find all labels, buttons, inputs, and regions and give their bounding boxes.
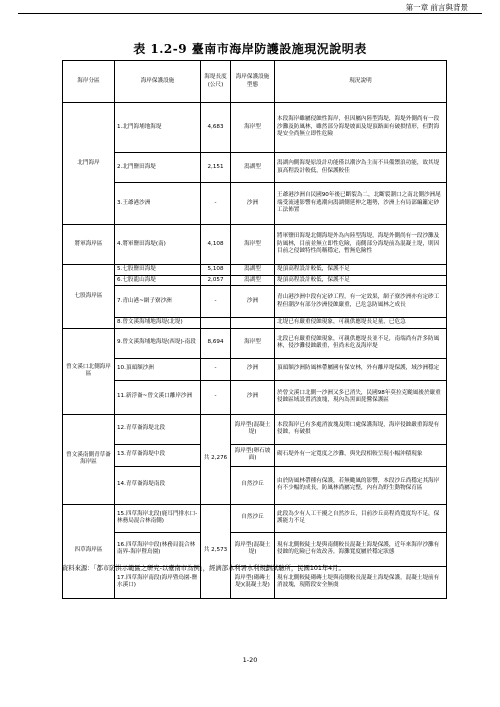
type-cell: 海岸型(卵石坡面) bbox=[231, 444, 275, 466]
desc-cell: 王爺港沙洲自民國90年後已斷裂為二，北斷裂潮口之南北側沙洲尾端受流速影響有逃潮向潟湖側延伸之趨勢，沙洲上有局部編籬定砂工法佈置 bbox=[275, 183, 447, 225]
table-row bbox=[63, 183, 447, 225]
type-cell: 潟湖型 bbox=[231, 265, 275, 276]
facility-cell: 7.青山港~網子寮沙洲 bbox=[115, 286, 201, 318]
table-title: 表 1.2-9 臺南市海岸防護設施現況說明表 bbox=[133, 42, 367, 56]
desc-cell: 潟湖內側海堤原設計功能僅以潮汐為主而不具備禦浪功能，故其堤頂高程設計較低，但保護較佳 bbox=[275, 153, 447, 183]
chapter-title: 第一章 前言與背景 bbox=[405, 3, 468, 12]
length-cell: - bbox=[201, 358, 231, 380]
facility-cell: 2.北門鹽田海堤 bbox=[115, 153, 201, 183]
facility-cell: 8.曾文溪海埔地海堤(北堤) bbox=[115, 318, 201, 329]
table-row bbox=[63, 504, 447, 532]
facility-cell: 11.新浮崙~曾文溪口離岸沙洲 bbox=[115, 380, 201, 414]
col-header-facility: 海岸保護設施 bbox=[115, 61, 201, 103]
facility-cell: 17.四草海岸南段(海岸暨鳥園-鹽水溪口) bbox=[115, 566, 201, 598]
facility-cell: 9.曾文溪海埔地海堤(西堤)-南段 bbox=[115, 328, 201, 358]
desc-cell: 北堤已有嚴重侵蝕現象，可親供應堤長足量，已危急 bbox=[275, 318, 447, 329]
desc-cell: 現有北側較陡砌磚土堤與南側較長混凝土海堤保護，混凝土堤前有消波塊，現階段安全無虞 bbox=[275, 566, 447, 598]
type-cell: 沙洲 bbox=[231, 183, 275, 225]
desc-cell: 堤頂高程設計較低，保護不足 bbox=[275, 275, 447, 286]
page-number: 1-20 bbox=[242, 656, 258, 664]
type-cell: 沙洲 bbox=[231, 380, 275, 414]
desc-cell: 青山港沙洲中段有定砂工程，有一定效果，網子寮沙洲亦有定砂工程但潮汐有部分沙洲侵蝕嚴重，已危急防風林之成長 bbox=[275, 286, 447, 318]
col-header-zone: 海岸分區 bbox=[63, 61, 115, 103]
length-cell: - bbox=[201, 183, 231, 225]
zone-cell: 將軍海岸區 bbox=[63, 225, 115, 265]
col-header-type: 海岸保護設施型態 bbox=[231, 61, 275, 103]
length-cell bbox=[201, 318, 231, 329]
col-header-length: 海堤長度(公尺) bbox=[201, 61, 231, 103]
type-cell: 潟湖型 bbox=[231, 275, 275, 286]
facility-cell: 6.七股龍山海堤 bbox=[115, 275, 201, 286]
desc-cell: 砌石堤外有一定寬度之沙灘，與先段相較呈現小幅沖積現象 bbox=[275, 444, 447, 466]
length-cell: 2,057 bbox=[201, 275, 231, 286]
type-cell: 自然沙丘 bbox=[231, 504, 275, 532]
desc-cell: 北段已有嚴重侵蝕現象，可親供應堤長並不足，南端尚有許多防風林，侵沙灘侵蝕嚴重，但尚未危及海岸堤 bbox=[275, 328, 447, 358]
length-cell: - bbox=[201, 286, 231, 318]
col-header-desc: 現況說明 bbox=[275, 61, 447, 103]
facility-table bbox=[62, 60, 447, 599]
table-row bbox=[63, 414, 447, 444]
desc-cell: 將軍鹽田海堤北側海堤外為內陸型海堤，海堤外側尚有一段沙灘及防風林，目前並無立即性危險，南側部分海堤前為混凝土堤，則因目前之侵蝕特性尚稱穩定，暫無危險性 bbox=[275, 225, 447, 265]
type-cell: 海岸型 bbox=[231, 225, 275, 265]
length-cell: 4,683 bbox=[201, 103, 231, 153]
header-rule bbox=[18, 13, 482, 14]
facility-cell: 12.青草崙海堤北段 bbox=[115, 414, 201, 444]
type-cell: 潟湖型 bbox=[231, 153, 275, 183]
length-cell: 共 2,276 bbox=[201, 414, 231, 504]
facility-cell: 16.四草海岸中段(林務局混合林南界-海岸暨鳥園) bbox=[115, 532, 201, 566]
type-cell: 海岸型(混凝土堤) bbox=[231, 532, 275, 566]
type-cell: 海岸型(砌磚土堤)(混凝土堤) bbox=[231, 566, 275, 598]
length-cell: 共 2,573 bbox=[201, 504, 231, 598]
table-row bbox=[63, 153, 447, 183]
facility-cell: 5.七股鹽田海堤 bbox=[115, 265, 201, 276]
table-row bbox=[63, 466, 447, 504]
table-row bbox=[63, 532, 447, 566]
table-row bbox=[63, 286, 447, 318]
length-cell: 2,151 bbox=[201, 153, 231, 183]
table-row bbox=[63, 358, 447, 380]
desc-cell: 現有北側較陡土堤與南側較長混凝土海堤保護，近年來海岸沙灘有侵蝕的危險已有效改善，海灘寬度屬於穩定狀態 bbox=[275, 532, 447, 566]
type-cell: 自然沙丘 bbox=[231, 466, 275, 504]
zone-cell: 四草海岸區 bbox=[63, 504, 115, 598]
type-cell: 沙洲 bbox=[231, 358, 275, 380]
table-row bbox=[63, 225, 447, 265]
zone-cell: 曾文溪南側青草崙海岸區 bbox=[63, 414, 115, 504]
length-cell: - bbox=[201, 380, 231, 414]
type-cell: 海岸型 bbox=[231, 103, 275, 153]
type-cell: 海岸型(混凝土堤) bbox=[231, 414, 275, 444]
facility-cell: 14.青草崙海堤南段 bbox=[115, 466, 201, 504]
type-cell bbox=[231, 318, 275, 329]
desc-cell: 堤頂高程設計較低，保護不足 bbox=[275, 265, 447, 276]
length-cell: 4,108 bbox=[201, 225, 231, 265]
table-row bbox=[63, 380, 447, 414]
facility-cell: 1.北門海埔地海堤 bbox=[115, 103, 201, 153]
length-cell: 8,694 bbox=[201, 328, 231, 358]
desc-cell: 此段為少有人工干擾之自然沙丘，目前沙丘高程尚寬度均不足，保護能力不足 bbox=[275, 504, 447, 532]
page-header bbox=[0, 0, 500, 14]
table-row bbox=[63, 265, 447, 276]
desc-cell: 頂頭額沙洲防風林帶屬國有保安林，外有離岸堤保護，域沙洲穩定 bbox=[275, 358, 447, 380]
desc-cell: 由於防風林帶種有保護，若無颱風的影響，本段沙丘尚穩定其海岸有不少幅的成長，防風林尚屬完整，內有為野生動物保育區 bbox=[275, 466, 447, 504]
facility-cell: 13.青草崙海堤中段 bbox=[115, 444, 201, 466]
desc-cell: 於曾文溪口北側一沙洲又多已消失，民國98年莫拉克颱風後於嚴重侵蝕區域設置消波塊，現內為黑面琵鷺保護區 bbox=[275, 380, 447, 414]
source-note: 資料來源：「都市防洪示範區之研究-以臺南市為例」，經濟部水利署水利規劃試驗所，民國101年4月。 bbox=[62, 565, 345, 572]
table-header-row bbox=[63, 61, 447, 103]
facility-cell: 3.王爺港沙洲 bbox=[115, 183, 201, 225]
table-row bbox=[63, 444, 447, 466]
type-cell: 海岸型 bbox=[231, 328, 275, 358]
table-row bbox=[63, 275, 447, 286]
length-cell: 5,108 bbox=[201, 265, 231, 276]
type-cell: 沙洲 bbox=[231, 286, 275, 318]
zone-cell: 北門海岸 bbox=[63, 103, 115, 225]
zone-cell: 七股海岸區 bbox=[63, 265, 115, 329]
table-row bbox=[63, 318, 447, 329]
facility-cell: 4.將軍鹽田海堤(南) bbox=[115, 225, 201, 265]
facility-cell: 15.四草海岸北段(鹿耳門排水口-林務局混合林南側) bbox=[115, 504, 201, 532]
table-row bbox=[63, 328, 447, 358]
facility-cell: 10.頂頭額沙洲 bbox=[115, 358, 201, 380]
desc-cell: 本段海岸已有多處消波塊及開口處保護海堤，海岸侵蝕嚴重海堤有侵蝕，有破損 bbox=[275, 414, 447, 444]
table-row bbox=[63, 103, 447, 153]
zone-cell: 曾文溪口北側海岸區 bbox=[63, 328, 115, 414]
desc-cell: 本段海岸雖屬侵蝕性海岸，但因屬內陸型海堤，海堤外側尚有一段沙灘及防風林，雖然部分海堤坡面及堤頂路面有破損情形，但對海堤安全尚無立即性危險 bbox=[275, 103, 447, 153]
